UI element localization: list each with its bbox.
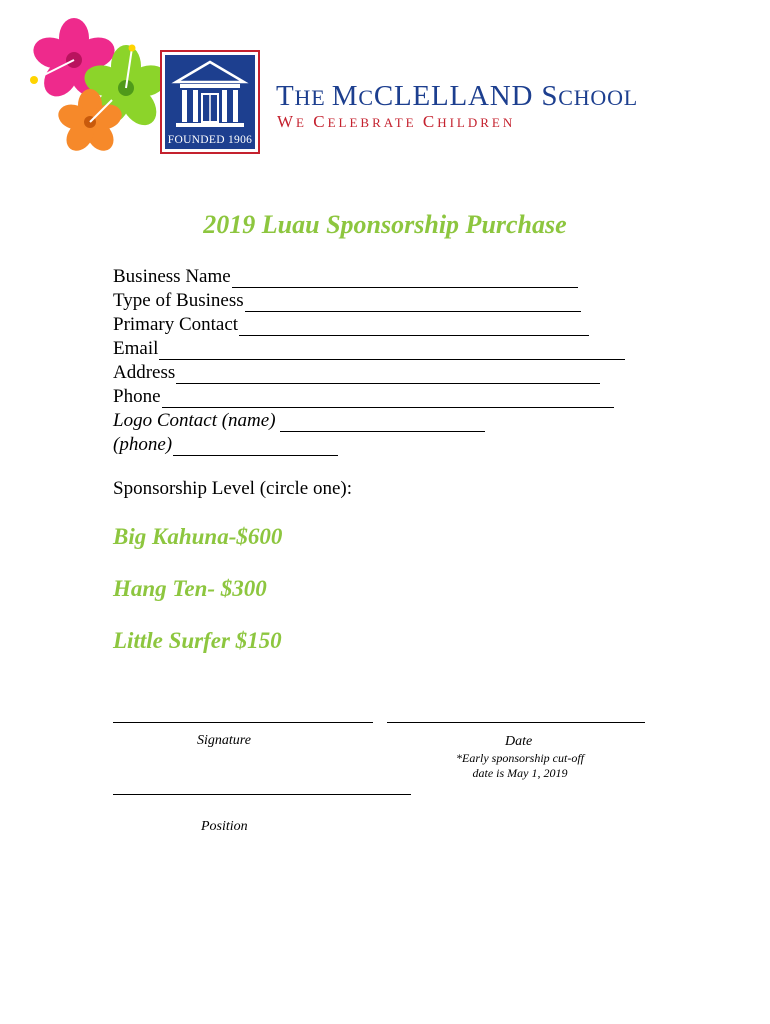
sponsorship-level-label: Sponsorship Level (circle one): [113,478,353,499]
school-crest-logo [160,50,260,154]
email-label: Email [113,338,159,359]
early-cutoff-note-line2: date is May 1, 2019 [472,766,568,780]
logo-contact-name-field[interactable] [113,410,485,432]
primary-contact-label: Primary Contact [113,314,239,335]
business-name-field[interactable] [113,266,578,288]
page-title: 2019 Luau Sponsorship Purchase [203,210,567,239]
address-label: Address [113,362,176,383]
hibiscus-flowers-logo [22,18,162,156]
email-line[interactable] [159,342,625,360]
logo-contact-name-label: Logo Contact (name) [113,410,276,431]
address-line[interactable] [176,366,600,384]
level-little-surfer[interactable]: Little Surfer $150 [113,628,282,653]
date-label: Date [505,734,533,749]
logo-contact-phone-field[interactable] [113,434,338,456]
school-name: THE MCCLELLAND SCHOOL [276,80,639,112]
primary-contact-field[interactable] [113,314,589,336]
logo-contact-name-line[interactable] [280,414,485,432]
phone-field[interactable] [113,386,614,408]
level-big-kahuna[interactable]: Big Kahuna-$600 [113,524,283,549]
type-of-business-line[interactable] [245,294,581,312]
school-motto: WE CELEBRATE CHILDREN [277,112,516,131]
phone-label: Phone [113,386,161,407]
primary-contact-line[interactable] [239,318,589,336]
type-of-business-label: Type of Business [113,290,244,311]
date-line[interactable] [387,722,645,723]
logo-contact-phone-label: (phone) [113,434,173,455]
signature-line[interactable] [113,722,373,723]
level-hang-ten[interactable]: Hang Ten- $300 [113,576,267,601]
email-field[interactable] [113,338,625,360]
logo-contact-phone-line[interactable] [173,438,338,456]
founded-year: FOUNDED 1906 [167,134,253,146]
type-of-business-field[interactable] [113,290,581,312]
business-name-label: Business Name [113,266,231,287]
business-name-line[interactable] [232,270,578,288]
position-label: Position [201,819,248,834]
address-field[interactable] [113,362,600,384]
phone-line[interactable] [162,390,614,408]
early-cutoff-note-line1: *Early sponsorship cut-off [456,751,584,765]
position-line[interactable] [113,794,411,795]
signature-label: Signature [197,733,251,748]
early-cutoff-note [430,751,610,781]
